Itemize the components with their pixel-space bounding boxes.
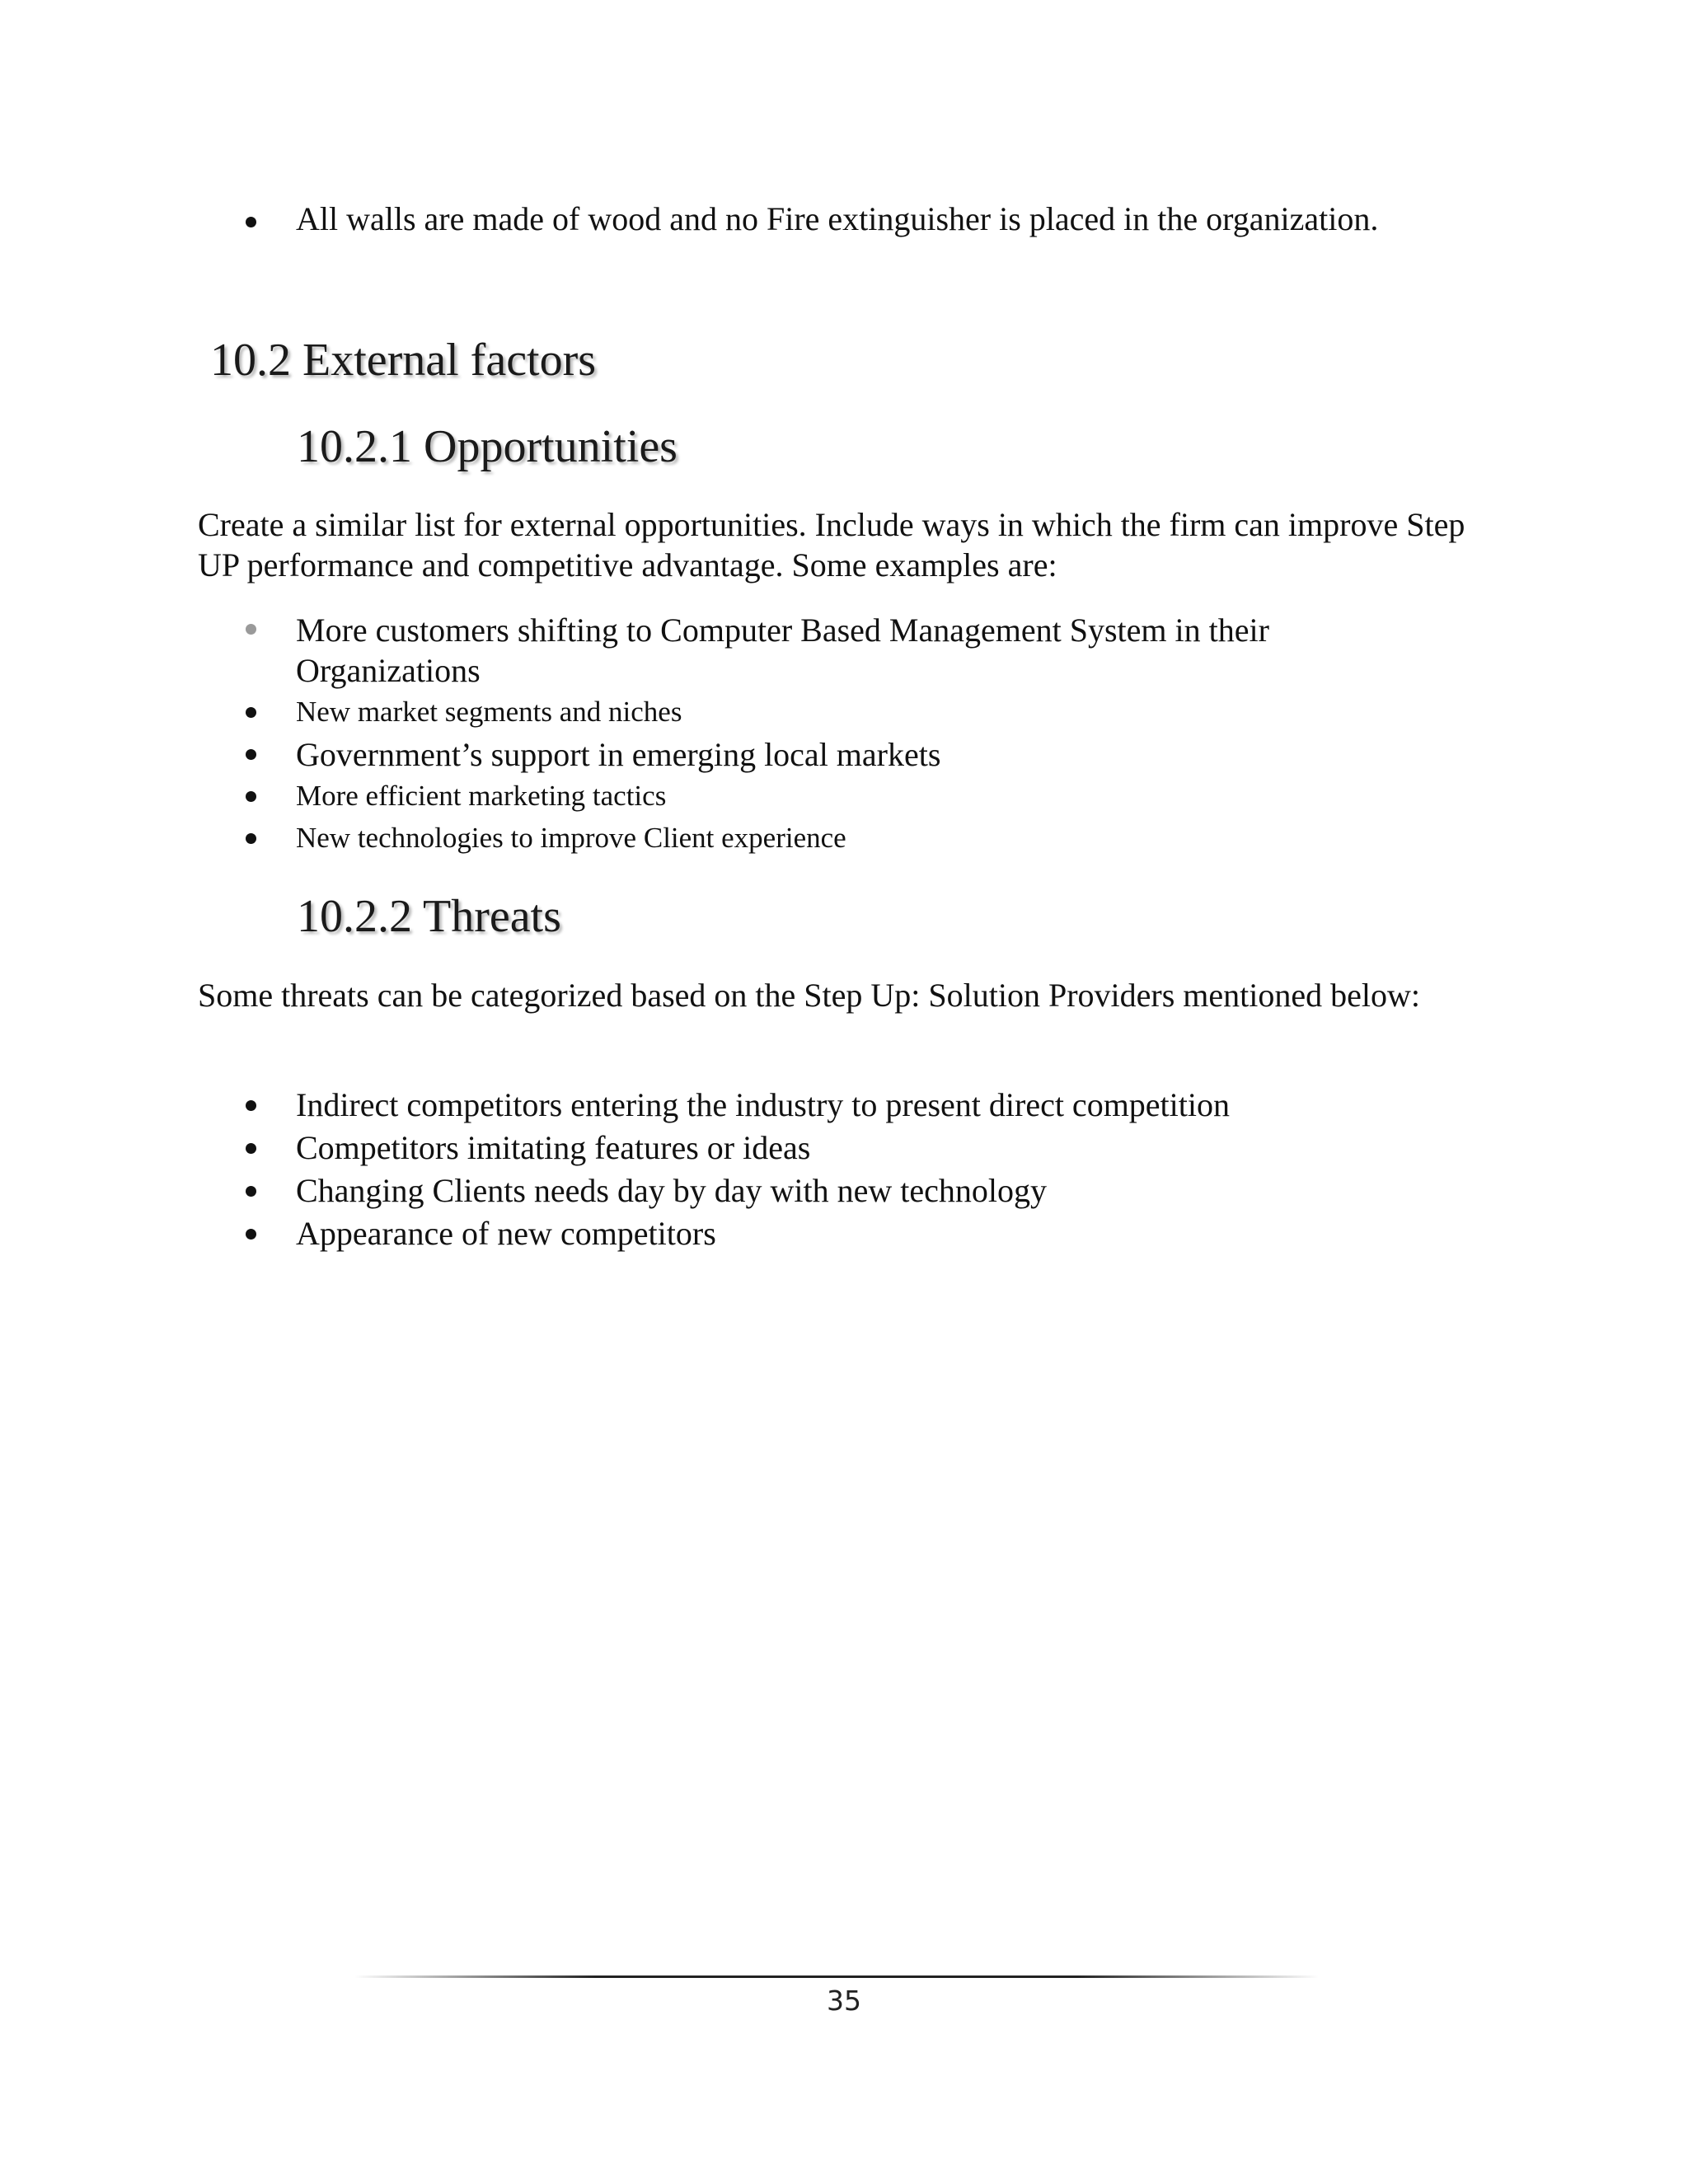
list-item (198, 817, 1500, 860)
page-number: 35 (827, 1985, 861, 2017)
list-item (198, 1212, 1500, 1255)
list-item (198, 1127, 1500, 1169)
bullet-icon (246, 1143, 256, 1154)
internal-factors-list (198, 199, 1500, 240)
list-item-text: More efficient marketing tactics (296, 780, 667, 812)
opportunities-list (198, 610, 1500, 860)
list-item-text: All walls are made of wood and no Fire extinguisher is placed in the organization. (296, 200, 1379, 237)
list-item-text: Competitors imitating features or ideas (296, 1129, 811, 1166)
bullet-icon (246, 749, 256, 760)
list-item (198, 610, 1532, 691)
list-item (198, 199, 1500, 240)
threats-heading: 10.2.2 Threats (297, 891, 561, 942)
list-item-text: Indirect competitors entering the industry to present direct competition (296, 1086, 1231, 1123)
list-item (198, 733, 1500, 776)
bullet-icon (246, 1186, 256, 1197)
list-item (198, 1169, 1500, 1212)
list-item-text: More customers shifting to Computer Based Management System in their Organizations (296, 612, 1269, 689)
threats-intro: Some threats can be categorized based on the Step Up: Solution Providers mentioned below: (198, 977, 1420, 1014)
bullet-icon (246, 791, 256, 802)
opportunities-intro: Create a similar list for external opportunities. Include ways in which the firm can improve Step UP performance and competitive advantage. Some examples are: (198, 506, 1465, 583)
opportunities-heading: 10.2.1 Opportunities (297, 421, 678, 472)
list-item-text: New market segments and niches (296, 696, 682, 728)
list-item-text: Government’s support in emerging local markets (296, 736, 941, 773)
bullet-icon (246, 217, 256, 227)
list-item (198, 776, 1500, 817)
section-heading: 10.2 External factors (210, 335, 597, 386)
bullet-icon (246, 833, 256, 844)
list-item (198, 691, 1500, 733)
list-item-text: Appearance of new competitors (296, 1215, 716, 1252)
bullet-icon (246, 1229, 256, 1240)
bullet-icon (246, 1100, 256, 1111)
threats-list (198, 1084, 1500, 1255)
list-item-text: New technologies to improve Client experience (296, 822, 846, 854)
list-item-text: Changing Clients needs day by day with new technology (296, 1172, 1047, 1209)
footer-divider (354, 1975, 1319, 1978)
list-item (198, 1084, 1500, 1127)
bullet-icon (246, 707, 256, 718)
bullet-icon (246, 624, 256, 635)
